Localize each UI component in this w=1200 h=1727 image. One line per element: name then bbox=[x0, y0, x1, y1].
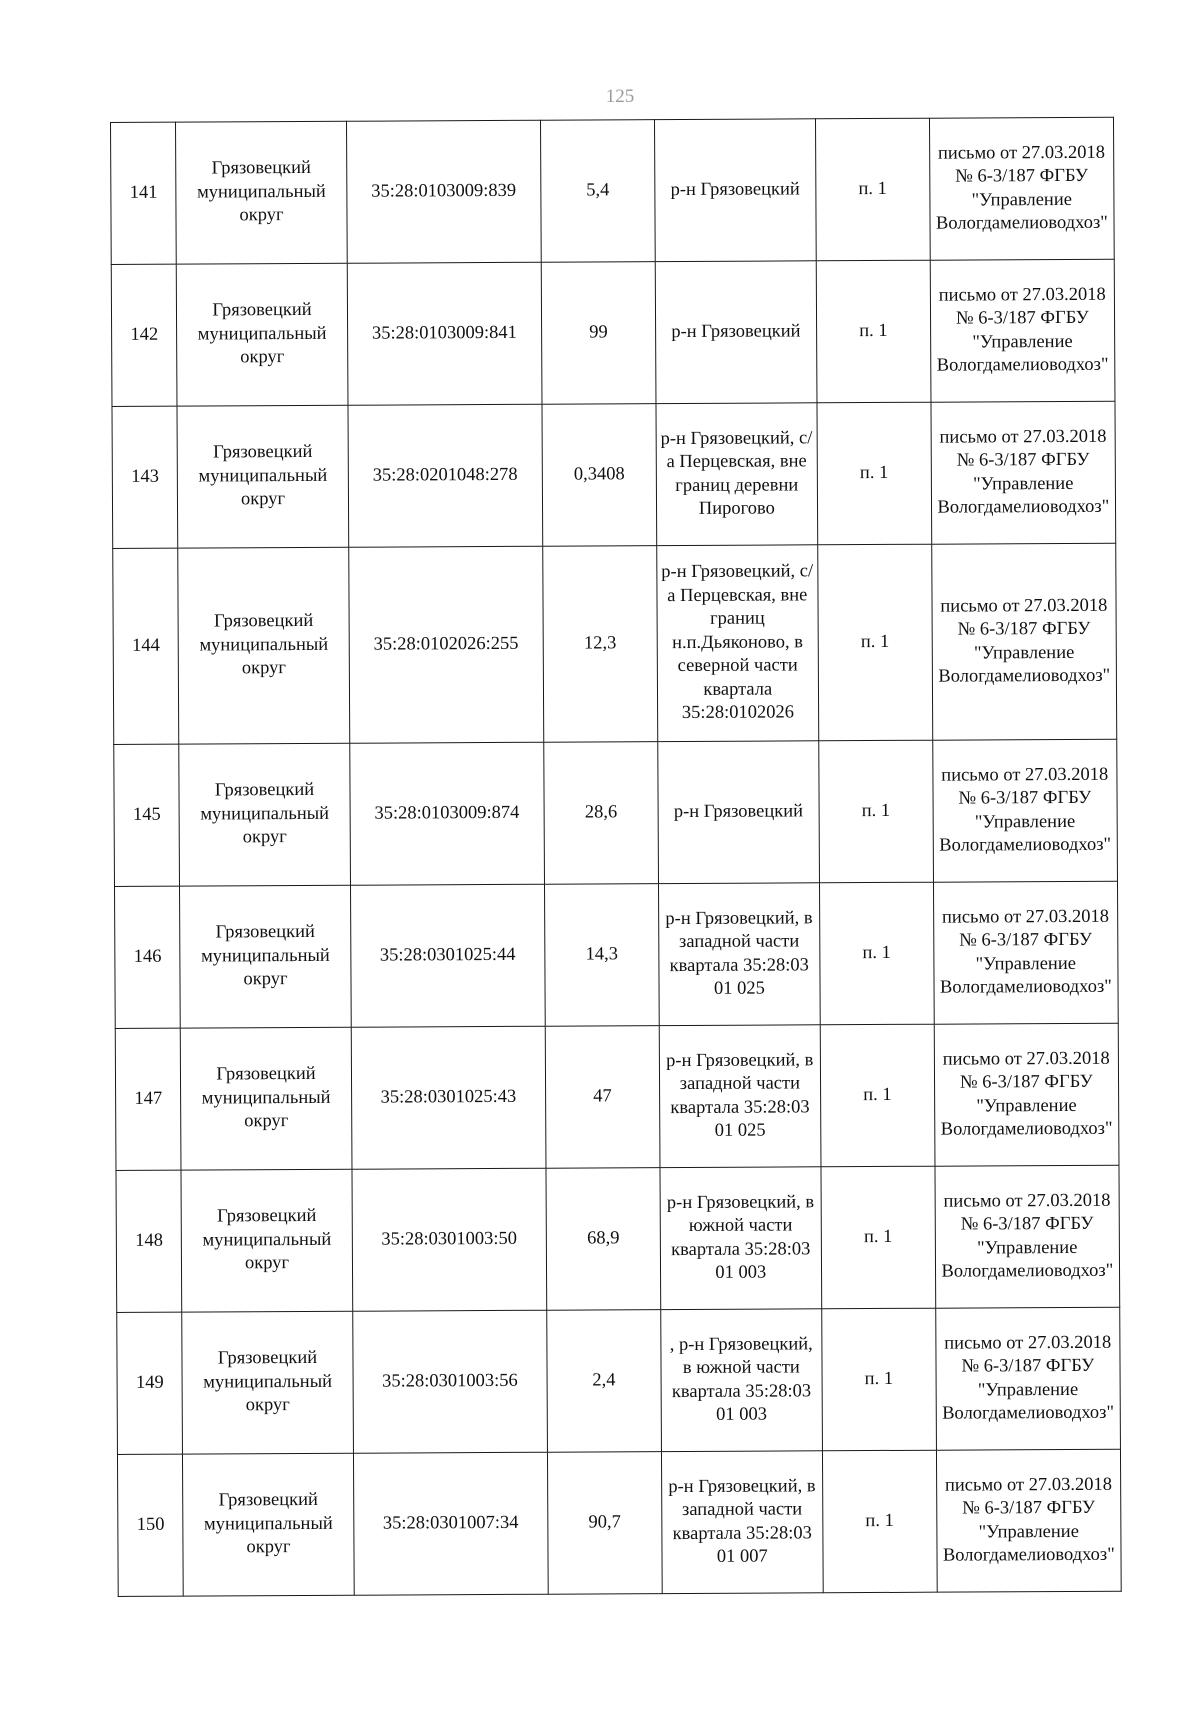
district-cell: Грязовецкий муниципальный округ bbox=[180, 885, 351, 1028]
district-cell: Грязовецкий муниципальный округ bbox=[179, 743, 350, 886]
point-cell: п. 1 bbox=[821, 1166, 936, 1309]
area-cell: 14,3 bbox=[544, 884, 659, 1027]
basis-document-cell: письмо от 27.03.2018 № 6-3/187 ФГБУ "Управление Вологдамелиоводхоз" bbox=[932, 739, 1117, 882]
location-cell: р-н Грязовецкий, в западной части квартала 35:28:03 01 025 bbox=[658, 883, 820, 1026]
basis-document-cell: письмо от 27.03.2018 № 6-3/187 ФГБУ "Управление Вологдамелиоводхоз" bbox=[931, 543, 1116, 740]
location-cell: р-н Грязовецкий, в западной части квартала 35:28:03 01 025 bbox=[659, 1025, 821, 1168]
district-cell: Грязовецкий муниципальный округ bbox=[182, 1311, 353, 1454]
point-cell: п. 1 bbox=[818, 544, 933, 741]
location-cell: р-н Грязовецкий, в южной части квартала 35:28:03 01 003 bbox=[660, 1167, 822, 1310]
point-cell: п. 1 bbox=[819, 740, 934, 883]
area-cell: 0,3408 bbox=[542, 404, 657, 547]
cadastral-number-cell: 35:28:0103009:874 bbox=[349, 742, 544, 885]
basis-document-cell: письмо от 27.03.2018 № 6-3/187 ФГБУ "Управление Вологдамелиоводхоз" bbox=[936, 1449, 1121, 1592]
location-cell: р-н Грязовецкий bbox=[658, 741, 820, 884]
cadastral-number-cell: 35:28:0301025:43 bbox=[351, 1026, 546, 1169]
cadastral-number-cell: 35:28:0102026:255 bbox=[348, 546, 543, 743]
district-cell: Грязовецкий муниципальный округ bbox=[178, 547, 349, 744]
table-row bbox=[112, 401, 1116, 548]
point-cell: п. 1 bbox=[819, 882, 934, 1025]
table-row bbox=[115, 881, 1119, 1028]
basis-document-cell: письмо от 27.03.2018 № 6-3/187 ФГБУ "Управление Вологдамелиоводхоз" bbox=[931, 401, 1116, 544]
row-number: 149 bbox=[117, 1312, 183, 1454]
table-row bbox=[117, 1449, 1121, 1596]
area-cell: 99 bbox=[541, 262, 656, 405]
district-cell: Грязовецкий муниципальный округ bbox=[176, 121, 347, 264]
point-cell: п. 1 bbox=[816, 260, 931, 403]
point-cell: п. 1 bbox=[815, 118, 930, 261]
point-cell: п. 1 bbox=[820, 1024, 935, 1167]
location-cell: р-н Грязовецкий bbox=[654, 119, 816, 262]
area-cell: 2,4 bbox=[547, 1310, 662, 1453]
location-cell: р-н Грязовецкий, с/а Перцевская, вне границ деревни Пирогово bbox=[656, 403, 818, 546]
district-cell: Грязовецкий муниципальный округ bbox=[177, 263, 348, 406]
table-row bbox=[114, 739, 1118, 886]
basis-document-cell: письмо от 27.03.2018 № 6-3/187 ФГБУ "Управление Вологдамелиоводхоз" bbox=[935, 1165, 1120, 1308]
cadastral-number-cell: 35:28:0103009:839 bbox=[346, 120, 541, 263]
table-row bbox=[113, 543, 1117, 744]
basis-document-cell: письмо от 27.03.2018 № 6-3/187 ФГБУ "Управление Вологдамелиоводхоз" bbox=[934, 1023, 1119, 1166]
basis-document-cell: письмо от 27.03.2018 № 6-3/187 ФГБУ "Управление Вологдамелиоводхоз" bbox=[933, 881, 1118, 1024]
point-cell: п. 1 bbox=[822, 1308, 937, 1451]
district-cell: Грязовецкий муниципальный округ bbox=[181, 1027, 352, 1170]
location-cell: р-н Грязовецкий, с/а Перцевская, вне границ н.п.Дьяконово, в северной части квартала 35:28:0102026 bbox=[656, 545, 818, 742]
area-cell: 90,7 bbox=[547, 1452, 662, 1595]
cadastral-number-cell: 35:28:0301007:34 bbox=[353, 1452, 548, 1595]
district-cell: Грязовецкий муниципальный округ bbox=[177, 405, 348, 548]
cadastral-number-cell: 35:28:0301003:56 bbox=[352, 1310, 547, 1453]
table-row bbox=[117, 1307, 1121, 1454]
basis-document-cell: письмо от 27.03.2018 № 6-3/187 ФГБУ "Управление Вологдамелиоводхоз" bbox=[930, 259, 1115, 402]
page-number: 125 bbox=[605, 86, 635, 107]
district-cell: Грязовецкий муниципальный округ bbox=[181, 1169, 352, 1312]
point-cell: п. 1 bbox=[817, 402, 932, 545]
basis-document-cell: письмо от 27.03.2018 № 6-3/187 ФГБУ "Управление Вологдамелиоводхоз" bbox=[929, 117, 1114, 260]
row-number: 143 bbox=[112, 406, 178, 548]
cadastral-number-cell: 35:28:0103009:841 bbox=[347, 262, 542, 405]
row-number: 147 bbox=[115, 1028, 181, 1170]
point-cell: п. 1 bbox=[822, 1450, 937, 1593]
area-cell: 12,3 bbox=[543, 546, 658, 743]
area-cell: 68,9 bbox=[546, 1168, 661, 1311]
district-cell: Грязовецкий муниципальный округ bbox=[183, 1453, 354, 1596]
row-number: 148 bbox=[116, 1170, 182, 1312]
row-number: 145 bbox=[114, 744, 180, 886]
area-cell: 47 bbox=[545, 1026, 660, 1169]
table-row bbox=[115, 1023, 1119, 1170]
area-cell: 5,4 bbox=[540, 120, 655, 263]
location-cell: р-н Грязовецкий bbox=[655, 261, 817, 404]
cadastral-number-cell: 35:28:0301003:50 bbox=[352, 1168, 547, 1311]
row-number: 142 bbox=[111, 264, 177, 406]
row-number: 146 bbox=[115, 886, 181, 1028]
table-row bbox=[116, 1165, 1120, 1312]
basis-document-cell: письмо от 27.03.2018 № 6-3/187 ФГБУ "Управление Вологдамелиоводхоз" bbox=[935, 1307, 1120, 1450]
table-row bbox=[111, 117, 1115, 264]
row-number: 141 bbox=[111, 122, 177, 264]
location-cell: , р-н Грязовецкий, в южной части квартала 35:28:03 01 003 bbox=[660, 1309, 822, 1452]
area-cell: 28,6 bbox=[544, 742, 659, 885]
cadastral-number-cell: 35:28:0201048:278 bbox=[348, 404, 543, 547]
location-cell: р-н Грязовецкий, в западной части квартала 35:28:03 01 007 bbox=[661, 1451, 823, 1594]
row-number: 144 bbox=[113, 548, 179, 744]
row-number: 150 bbox=[117, 1454, 183, 1596]
land-plots-table bbox=[110, 117, 1122, 1597]
table-row bbox=[111, 259, 1115, 406]
cadastral-number-cell: 35:28:0301025:44 bbox=[350, 884, 545, 1027]
